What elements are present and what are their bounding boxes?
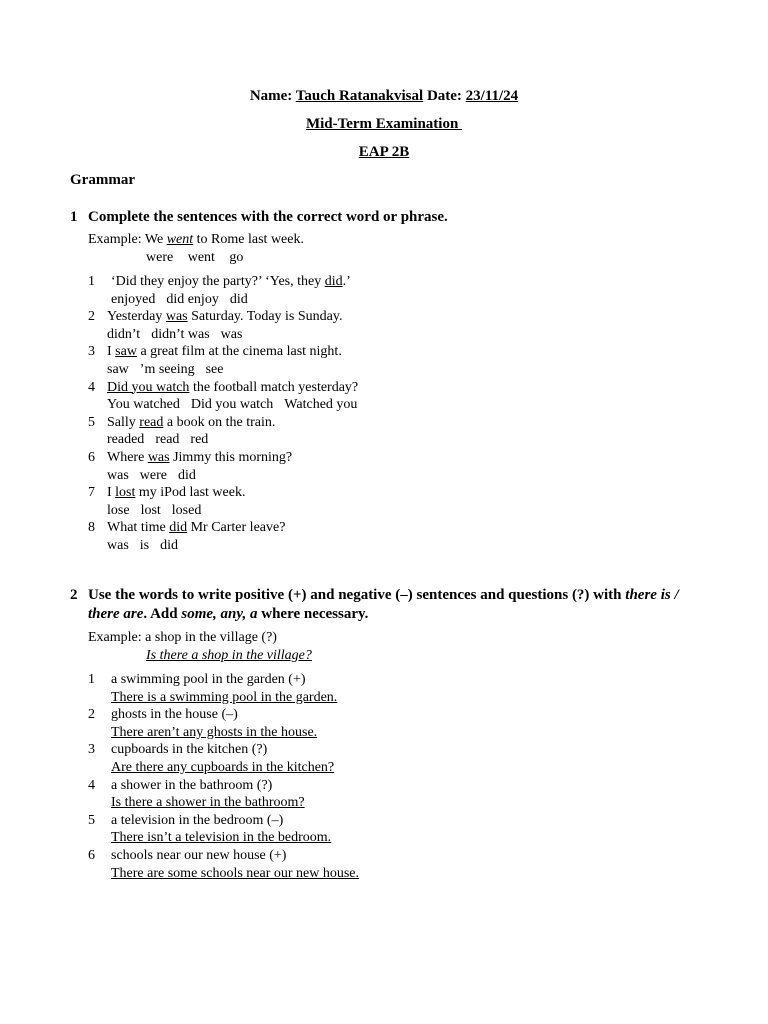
- answer: read: [139, 414, 164, 430]
- q1-item-sentence: [107, 380, 358, 396]
- q1-example-options: [146, 250, 243, 266]
- option: Watched you: [284, 397, 358, 413]
- sentence-start: Sally: [107, 414, 136, 430]
- instruction-part: . Add: [143, 606, 182, 622]
- sentence-start: ‘Did they enjoy the party?’ ‘Yes, they: [111, 274, 322, 289]
- answer: lost: [115, 485, 136, 501]
- example-post: to Rome last week.: [196, 232, 304, 247]
- instruction-part: there is / there are: [88, 587, 679, 622]
- sentence-start: I: [107, 485, 112, 501]
- sentence-end: a great film at the cinema last night.: [140, 344, 342, 360]
- q1-item-number: 2: [88, 309, 95, 325]
- q1-number: 1: [70, 209, 78, 225]
- q2-item-answer: There are some schools near our new house.: [111, 865, 360, 881]
- option: were: [139, 467, 167, 483]
- answer: was: [165, 309, 188, 325]
- option: did: [177, 467, 196, 483]
- q2-item-number: 6: [88, 848, 95, 863]
- example-answer: went: [166, 232, 194, 247]
- sentence-end: Mr Carter leave?: [190, 520, 286, 536]
- q2-item-prompt: a television in the bedroom (–): [111, 812, 284, 828]
- example-option: go: [229, 250, 244, 265]
- example-answer: Is there a shop in the village?: [146, 648, 312, 663]
- option: did enjoy: [166, 291, 219, 307]
- option: losed: [171, 502, 202, 518]
- section-title: Grammar: [70, 172, 135, 188]
- q2-item-answer: Is there a shower in the bathroom?: [111, 795, 305, 811]
- q1-item-options: [111, 292, 248, 308]
- q1-item-sentence: [107, 344, 342, 360]
- course-code-text: EAP 2B: [358, 144, 410, 160]
- course-code: [0, 144, 768, 161]
- q1-item-options: [107, 362, 224, 378]
- q2-example-answer-line: [146, 648, 312, 664]
- sentence-end: the football match yesterday?: [192, 379, 359, 395]
- q1-item-options: [107, 468, 196, 484]
- q2-item-prompt: a shower in the bathroom (?): [111, 777, 273, 793]
- q2-item-number: 5: [88, 812, 95, 828]
- option: Did you watch: [190, 397, 274, 413]
- option: see: [205, 362, 224, 377]
- option: enjoyed: [111, 291, 156, 307]
- q1-item-number: 8: [88, 520, 95, 536]
- q2-item-prompt: cupboards in the kitchen (?): [111, 742, 268, 758]
- q1-item-number: 6: [88, 450, 95, 465]
- sentence-end: Jimmy this morning?: [173, 450, 293, 465]
- q2-item-answer: Are there any cupboards in the kitchen?: [111, 760, 335, 775]
- option: red: [190, 432, 209, 448]
- sentence-start: I: [107, 344, 112, 360]
- sentence-start: What time: [107, 520, 166, 536]
- q2-item-answer: There aren’t any ghosts in the house.: [111, 724, 318, 740]
- q2-item-number: 2: [88, 707, 95, 723]
- q2-item-prompt: a swimming pool in the garden (+): [111, 672, 306, 687]
- q1-item-number: 4: [88, 379, 95, 395]
- option: was: [107, 538, 129, 553]
- sentence-end: a book on the train.: [166, 414, 276, 430]
- student-name: Tauch Ratanakvisal: [295, 88, 424, 104]
- option: didn’t was: [151, 326, 210, 342]
- q1-item-number: 5: [88, 414, 95, 430]
- option: was: [220, 326, 243, 342]
- date-label: Date:: [426, 88, 462, 104]
- option: is: [139, 538, 150, 553]
- example-label: Example:: [88, 232, 142, 247]
- example-option: went: [187, 250, 215, 265]
- sentence-start: Yesterday: [107, 309, 163, 325]
- option: did: [160, 538, 179, 553]
- answer: was: [147, 450, 170, 465]
- sentence-end: Saturday. Today is Sunday.: [191, 309, 343, 325]
- q1-item-sentence: [107, 485, 245, 501]
- name-date-line: [0, 88, 768, 105]
- option: didn’t: [107, 326, 141, 342]
- q2-item-prompt: schools near our new house (+): [111, 848, 287, 863]
- option: saw: [107, 362, 129, 377]
- example-pre: We: [144, 232, 164, 247]
- q1-item-sentence: [107, 309, 342, 325]
- q1-item-options: [107, 538, 178, 554]
- q2-item-number: 1: [88, 672, 95, 687]
- answer: did: [324, 274, 343, 289]
- q1-item-options: [107, 432, 208, 448]
- exam-title-text: Mid-Term Examination: [305, 116, 459, 132]
- q1-item-options: [107, 327, 242, 343]
- q2-heading: [70, 586, 690, 626]
- example-prompt: a shop in the village (?): [145, 630, 277, 645]
- name-label: Name:: [249, 88, 293, 104]
- q1-item-options: [107, 503, 201, 519]
- option: did: [229, 291, 248, 307]
- sentence-end: my iPod last week.: [138, 485, 246, 501]
- q2-item-answer: There is a swimming pool in the garden.: [111, 689, 338, 705]
- option: lost: [140, 502, 161, 518]
- instruction-part: where necessary.: [257, 606, 369, 622]
- q2-example: [88, 630, 277, 646]
- answer: did: [169, 520, 188, 536]
- q2-item-number: 4: [88, 777, 95, 793]
- q1-item-number: 7: [88, 485, 95, 501]
- exam-title: [0, 116, 768, 133]
- q2-item-answer: There isn’t a television in the bedroom.: [111, 830, 332, 846]
- q1-item-sentence: [107, 415, 275, 431]
- q2-number: 2: [70, 587, 78, 603]
- q1-item-sentence: [107, 520, 285, 536]
- example-label: Example:: [88, 630, 142, 645]
- answer: saw: [115, 344, 137, 360]
- q2-instruction: [88, 586, 688, 624]
- q2-item-number: 3: [88, 742, 95, 758]
- q1-item-number: 3: [88, 344, 95, 360]
- option: lose: [107, 502, 130, 518]
- q1-instruction: Complete the sentences with the correct word or phrase.: [88, 209, 448, 225]
- option: ’m seeing: [139, 362, 195, 377]
- instruction-part: some, any, a: [181, 606, 258, 622]
- answer: Did you watch: [107, 379, 190, 395]
- sentence-start: Where: [107, 450, 145, 465]
- q1-item-options: [107, 397, 357, 413]
- q2-item-prompt: ghosts in the house (–): [111, 707, 238, 723]
- option: was: [107, 467, 129, 483]
- exam-date: 23/11/24: [465, 88, 519, 104]
- q1-item-sentence: [111, 274, 351, 290]
- option: You watched: [107, 397, 180, 413]
- q1-item-number: 1: [88, 274, 95, 289]
- example-option: were: [146, 250, 174, 265]
- instruction-part: Use the words to write positive (+) and negative (–) sentences and questions (?) with: [88, 587, 626, 603]
- q1-item-sentence: [107, 450, 292, 466]
- option: read: [155, 432, 180, 448]
- option: readed: [107, 432, 145, 448]
- q1-example: [88, 232, 304, 248]
- sentence-end: .’: [342, 274, 351, 289]
